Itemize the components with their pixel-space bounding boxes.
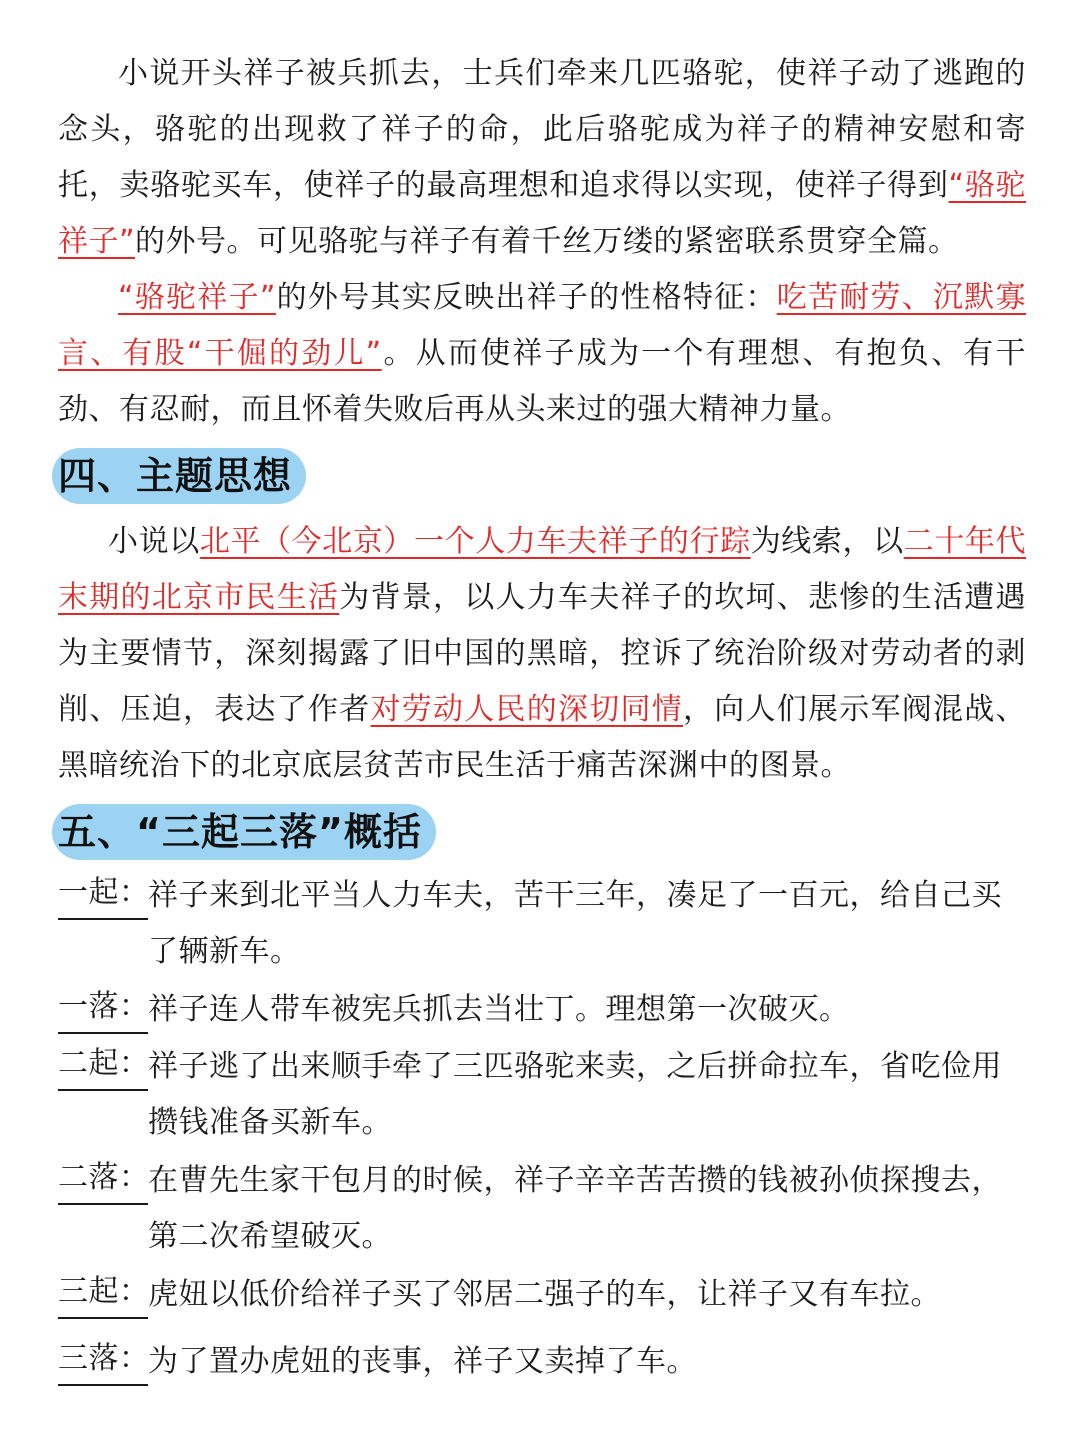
paragraph-character-traits <box>58 270 1026 438</box>
highlight-camel-xiangzi: “骆驼祥子” <box>58 168 1027 259</box>
list-item <box>58 1334 1026 1390</box>
paragraph-text: 小说以 <box>108 524 200 559</box>
paragraph-text: 为背景，以人力车夫祥子的坎坷、悲惨的生活遭遇为主要情节，深刻揭露了旧中国的黑暗，控诉了统治阶级对劳动者的剥削、压迫，表达了作者 <box>58 580 1026 727</box>
paragraph-text: ，向人们展示军阀混战、黑暗统治下的北京底层贫苦市民生活于痛苦深渊中的图景。 <box>58 692 1026 783</box>
item-text: 为了置办虎妞的丧事，祥子又卖掉了车。 <box>148 1344 697 1379</box>
item-text: 在曹先生家干包月的时候，祥子辛辛苦苦攒的钱被孙侦探搜去，第二次希望破灭。 <box>148 1163 1002 1254</box>
list-item <box>58 1153 1026 1265</box>
item-text: 祥子连人带车被宪兵抓去当壮丁。理想第一次破灭。 <box>148 992 850 1027</box>
list-item <box>58 1267 1026 1323</box>
list-item <box>58 982 1026 1038</box>
highlight-traits: 吃苦耐劳、沉默寡言、有股“干倔的劲儿” <box>58 280 1027 371</box>
section-heading-theme: 四、主题思想 <box>52 448 306 504</box>
highlight-clue: 北平（今北京）一个人力车夫祥子的行踪 <box>199 524 751 559</box>
paragraph-text: 的外号。可见骆驼与祥子有着千丝万缕的紧密联系贯穿全篇。 <box>135 224 959 259</box>
paragraph-text: 小说开头祥子被兵抓去，士兵们牵来几匹骆驼，使祥子动了逃跑的念头，骆驼的出现救了祥子的命，此后骆驼成为祥子的精神安慰和寄托，卖骆驼买车，使祥子的最高理想和追求得以实现，使祥子得到 <box>58 56 1026 203</box>
paragraph-text: 。从而使祥子成为一个有理想、有抱负、有干劲、有忍耐，而且怀着失败后再从头来过的强大精神力量。 <box>58 336 1027 427</box>
list-item <box>58 1039 1026 1151</box>
item-label: 一起： <box>58 868 148 920</box>
item-label: 二落： <box>58 1153 148 1205</box>
item-label: 一落： <box>58 982 148 1034</box>
list-item <box>58 868 1026 980</box>
highlight-sympathy: 对劳动人民的深切同情 <box>370 692 683 727</box>
item-text: 虎妞以低价给祥子买了邻居二强子的车，让祥子又有车拉。 <box>148 1277 941 1312</box>
item-label: 二起： <box>58 1039 148 1091</box>
highlight-camel-xiangzi: “骆驼祥子” <box>118 280 276 315</box>
item-text: 祥子来到北平当人力车夫，苦干三年，凑足了一百元，给自己买了辆新车。 <box>148 878 1002 969</box>
item-label: 三起： <box>58 1267 148 1319</box>
paragraph-text: 为线索，以 <box>750 524 904 559</box>
paragraph-theme <box>58 514 1026 794</box>
paragraph-camel-meaning <box>58 46 1026 270</box>
paragraph-text: 的外号其实反映出祥子的性格特征： <box>275 280 777 315</box>
item-text: 祥子逃了出来顺手牵了三匹骆驼来卖，之后拼命拉车，省吃俭用攒钱准备买新车。 <box>148 1049 1002 1140</box>
section-heading-three-rises-falls: 五、“三起三落”概括 <box>52 804 436 860</box>
highlight-background: 二十年代末期的北京市民生活 <box>58 524 1027 615</box>
item-label: 三落： <box>58 1334 148 1386</box>
